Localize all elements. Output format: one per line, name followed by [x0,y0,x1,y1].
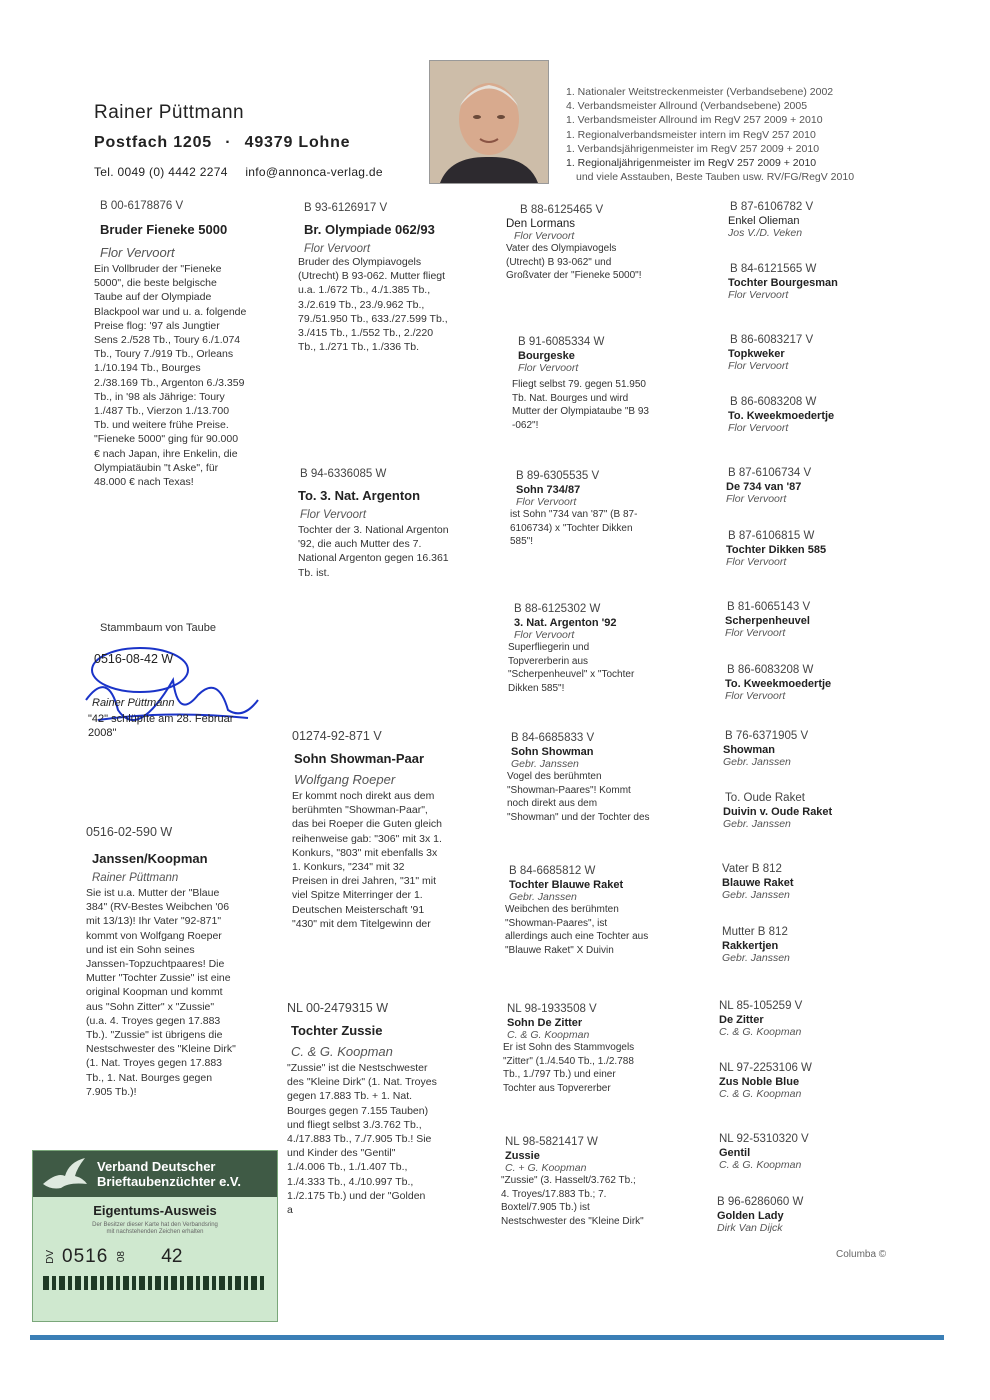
ring-number: 0516-02-590 W [86,825,173,839]
desc-line: noch direkt aus dem [507,798,598,810]
breeder-name: Dirk Van Dijck [717,1222,783,1234]
pedigree-entry [287,1001,477,1217]
pigeon-description [512,378,702,432]
pigeon-name: Br. Olympiade 062/93 [304,222,435,237]
security-pattern [43,1276,267,1290]
owner-phone: Tel. 0049 (0) 4442 2274 [94,165,228,179]
address-postfach: Postfach 1205 [94,134,213,151]
ring-number: B 88-6125302 W [514,603,601,615]
desc-line: Mutter "Tochter Zussie" ist eine [86,972,231,985]
desc-line: kommt von Wolfgang Roeper [86,929,222,942]
achievement-item: und viele Asstauben, Beste Tauben usw. RV/FG/RegV 2010 [576,171,855,184]
subject-owner: Rainer Püttmann [92,697,175,709]
breeder-name: Flor Vervoort [726,556,787,568]
breeder-name: Flor Vervoort [728,360,789,372]
desc-line: 1./487 Tb., Vierzon 1./13.700 [94,405,230,418]
breeder-name: C. & G. Koopman [719,1159,802,1171]
desc-line: Tochter aus Topvererber [503,1082,611,1094]
desc-line: 3./415 Tb., 1./552 Tb., 2./220 [298,327,434,340]
desc-line: -062"! [512,419,539,431]
desc-line: Preise flog: '97 als Jungtier [94,319,220,332]
desc-line: Tb., 1./797 Tb.) und einer [503,1069,616,1081]
desc-line: Topvererberin aus [508,655,589,667]
pedigree-entry [719,1133,899,1171]
breeder-name: Flor Vervoort [100,245,175,260]
pigeon-description [508,641,698,695]
pigeon-name: Blauwe Raket [722,877,794,889]
ring-number: B 88-6125465 V [520,204,604,216]
pedigree-entry [728,263,908,301]
desc-line: Er ist Sohn des Stammvogels [503,1042,635,1053]
pigeon-name: Zussie [505,1150,540,1162]
desc-line: a [287,1204,293,1217]
subject-pigeon-block [78,640,278,750]
pedigree-entry [726,530,906,568]
desc-line: Tb., 1. Nat. Bourges gegen [86,1071,213,1084]
pigeon-name: Gentil [719,1147,751,1159]
desc-line: (u.a. 4. Troyes gegen 17.883 [86,1014,221,1027]
desc-line: Tb. Nat. Bourges und wird [512,392,629,404]
desc-line: Sens 2./528 Tb., Toury 6./1.074 [94,334,241,347]
desc-line: Fliegt selbst 79. gegen 51.950 [512,379,646,390]
ownership-card-header [33,1151,277,1197]
ring-prefix: DV [45,1250,56,1264]
fineprint-line: Der Besitzer dieser Karte hat den Verbandsring [92,1222,218,1228]
desc-line: 79./51.950 Tb., 633./27.599 Tb., [298,312,448,325]
breeder-name: Flor Vervoort [725,690,786,702]
ring-number: NL 00-2479315 W [287,1001,388,1015]
subject-ring-number: 0516-08-42 W [94,652,174,666]
pigeon-name: De 734 van '87 [726,481,802,493]
desc-line: 2./38.169 Tb., Argenton 6./3.359 [94,376,245,389]
desc-line: Konkurs, "803" mit ebenfalls 3x [292,846,438,859]
desc-line: "Scherpenheuvel" x "Tochter [508,669,635,681]
pigeon-description [287,1061,477,1217]
pedigree-entry [510,470,700,549]
pedigree-entry [512,336,702,432]
org-line: Brieftaubenzüchter e.V. [97,1174,242,1189]
desc-line: Preisen in drei Jahren, "31" mit [292,875,437,888]
ring-number: B 76-6371905 V [725,730,809,742]
breeder-name: Flor Vervoort [514,629,575,641]
ring-number: B 93-6126917 V [304,202,388,214]
desc-line: viel Spitze Miterringer der 1. [292,889,423,902]
pigeon-name: Sohn Showman [511,746,594,758]
fineprint-line: mit nachstehenden Zeichen erhalten [106,1229,204,1235]
ring-number: NL 92-5310320 V [719,1133,809,1145]
desc-line: "Blauwe Raket" X Duivin [505,944,614,956]
desc-line: das bei Roeper die Guten gleich [292,818,443,831]
desc-line: Tb. ist. [298,566,330,579]
desc-line: Nestschwester des "Kleine Dirk" [501,1215,644,1227]
breeder-name: C. & G. Koopman [719,1088,802,1100]
pigeon-description [506,242,706,283]
owner-email[interactable]: info@annonca-verlag.de [245,165,383,179]
desc-line: 1./10.194 Tb., Bourges [94,362,201,375]
desc-line: (1. Nat. Troyes gegen 17.883 [86,1057,223,1070]
desc-line: "Fieneke 5000" ging für 90.000 [94,433,239,446]
pigeon-name: Rakkertjen [722,940,779,952]
ring-number: 01274-92-871 V [292,729,382,743]
ring-number: Mutter B 812 [722,926,788,938]
desc-line: 585"! [510,536,534,548]
pigeon-name: Bruder Fieneke 5000 [100,222,228,237]
desc-line: '92, die auch Mutter des 7. [298,538,422,551]
desc-line: 384" (RV-Bestes Weibchen '06 [86,901,230,914]
desc-line: 3./2.619 Tb., 23./9.962 Tb., [298,298,425,311]
pedigree-entry [298,202,488,354]
breeder-name: Flor Vervoort [516,496,577,508]
note-line: 2008" [88,727,117,739]
ring-club-number: 0516 [62,1246,109,1267]
ring-number: B 94-6336085 W [300,468,387,480]
pedigree-entry [725,601,905,639]
pedigree-entry [506,204,706,283]
achievement-item: 1. Nationaler Weitstreckenmeister (Verbandsebene) 2002 [566,86,834,98]
breeder-name: Flor Vervoort [725,627,786,639]
ring-number: NL 97-2253106 W [719,1062,812,1074]
desc-line: berühmten "Showman-Paar", [292,804,428,817]
owner-address [94,134,350,152]
ring-number: B 84-6121565 W [730,263,817,275]
pedigree-entry [719,1000,899,1038]
desc-line: Olympiatäubin "t Aske", für [94,461,219,474]
desc-line: "Zitter" (1./4.540 Tb., 1./2.788 [503,1055,634,1067]
desc-line: reihenweise gab: "306" mit 3x 1. [292,832,442,845]
pigeon-name: Tochter Zussie [291,1023,383,1038]
desc-line: gegen 17.883 Tb. + 1. Nat. [287,1090,413,1103]
ring-number: B 87-6106782 V [730,201,814,213]
pedigree-entry [508,603,698,695]
breeder-name: Flor Vervoort [726,493,787,505]
pedigree-entry [725,664,905,702]
ring-serial: 42 [161,1246,183,1267]
pedigree-entry [728,334,908,372]
pedigree-entry [505,865,700,957]
breeder-name: Gebr. Janssen [723,818,791,830]
desc-line: "Zussie" ist die Nestschwester [287,1062,428,1074]
breeder-name: Flor Vervoort [728,422,789,434]
ring-number: B 81-6065143 V [727,601,811,613]
pedigree-entry [728,201,908,239]
achievement-item: 1. Regionalverbandsmeister intern im RegV 257 2010 [566,128,816,141]
desc-line: Tochter der 3. National Argenton [298,524,449,536]
pigeon-name: Sohn 734/87 [516,484,581,496]
desc-line: Großvater der "Fieneke 5000"! [506,270,642,282]
breeder-name: C. & G. Koopman [291,1044,393,1059]
desc-line: und ist ein Sohn seines [86,943,195,956]
ring-number: NL 98-5821417 W [505,1136,598,1148]
pigeon-description [505,903,700,957]
breeder-name: Gebr. Janssen [509,891,577,903]
breeder-name: C. & G. Koopman [507,1029,590,1041]
pigeon-name: Golden Lady [717,1210,784,1222]
ownership-card-title: Eigentums-Ausweis [93,1203,217,1218]
pedigree-label: Stammbaum von Taube [100,622,216,634]
ring-number: B 84-6685812 W [509,865,596,877]
breeder-name: Rainer Püttmann [92,872,179,884]
pigeon-description [510,508,700,549]
achievement-item: 4. Verbandsmeister Allround (Verbandsebene) 2005 [566,100,808,113]
pigeon-name: Enkel Olieman [728,215,800,227]
breeder-name: Wolfgang Roeper [294,772,396,787]
desc-line: Sie ist u.a. Mutter der "Blaue [86,887,220,899]
ring-number: B 91-6085334 W [518,336,605,348]
ring-number: B 89-6305535 V [516,470,600,482]
desc-line: des "Kleine Dirk" (1. Nat. Troyes [287,1076,437,1089]
breeder-name: C. + G. Koopman [505,1162,587,1174]
pigeon-name: To. Kweekmoedertje [728,410,835,422]
pigeon-description [503,1041,693,1095]
desc-line: "Showman-Paares"! Kommt [507,784,631,796]
desc-line: allerdings auch eine Tochter aus [505,931,649,943]
breeder-name: Flor Vervoort [518,362,579,374]
pedigree-entry [298,468,488,580]
breeder-name: C. & G. Koopman [719,1026,802,1038]
desc-line: Vogel des berühmten [507,771,602,782]
desc-line: National Argenton gegen 16.361 [298,552,449,565]
pigeon-description [501,1174,691,1228]
pigeon-father-entry [292,729,482,931]
desc-line: 1. Konkurs, "234" mit 32 [292,861,405,874]
desc-line: (Utrecht) B 93-062. Mutter fliegt [298,270,446,283]
desc-line: Tb., Toury 7./919 Tb., Orleans [94,348,234,361]
desc-line: Deutschen Meisterschaft '91 [292,903,425,916]
ring-number: B 86-6083208 W [727,664,814,676]
pigeon-description [298,523,488,580]
desc-line: Blackpool war und u. a. folgende [94,305,247,318]
breeder-name: Jos V./D. Veken [728,227,803,239]
pigeon-mother-entry [86,825,276,1099]
ring-number: NL 85-105259 V [719,1000,803,1012]
dove-logo-icon [39,1154,91,1194]
ring-number: B 86-6083208 W [730,396,817,408]
pigeon-description [298,255,488,354]
desc-line: Bourges gegen 7.155 Tauben) [287,1104,429,1117]
pigeon-description [86,886,276,1099]
ring-number: B 87-6106815 W [728,530,815,542]
desc-line: "Zussie" (3. Hasselt/3.762 Tb.; [501,1175,636,1186]
owner-photo [429,60,549,184]
ring-year: 08 [116,1251,128,1263]
desc-line: Ein Vollbruder der "Fieneke [94,263,222,275]
org-line: Verband Deutscher [97,1159,216,1174]
pigeon-name: Sohn De Zitter [507,1017,583,1029]
portrait-image [430,61,548,183]
owner-name: Rainer Püttmann [94,102,245,123]
desc-line: Er kommt noch direkt aus dem [292,790,435,802]
pedigree-entry [723,792,903,830]
desc-line: Tb., in '98 als Jährige: Toury [94,390,225,403]
pedigree-entry [722,926,902,964]
pigeon-name: Bourgeske [518,350,575,362]
desc-line: 6106734) x "Tochter Dikken [510,522,633,534]
ring-number: B 87-6106734 V [728,467,812,479]
note-line: "42" schlüpfte am 28. Februar [88,713,234,725]
organization-name [97,1159,241,1189]
achievements-list [566,85,854,184]
pedigree-entry [722,863,902,901]
pedigree-entry [728,396,908,434]
desc-line: Tb.). "Zussie" ist übrigens die [86,1029,223,1042]
pigeon-name: Den Lormans [506,218,576,230]
desc-line: Tb. und weitere frühe Preise. [94,419,229,432]
achievement-item: 1. Verbandsmeister Allround im RegV 257 2009 + 2010 [566,114,823,127]
ring-number: To. Oude Raket [725,792,805,804]
footer-brand: Columba © [836,1249,887,1260]
desc-line: (Utrecht) B 93-062" und [506,256,612,268]
desc-line: € nach Japan, ihre Enkelin, die [94,447,238,460]
desc-line: Superfliegerin und [508,642,590,653]
pedigree-entry [503,1003,693,1095]
pigeon-name: To. 3. Nat. Argenton [298,488,421,503]
ring-number: Vater B 812 [722,863,782,875]
pedigree-entry [726,467,906,505]
breeder-name: Flor Vervoort [304,243,371,255]
desc-line: 5000", die beste belgische [94,277,217,290]
pigeon-name: Janssen/Koopman [92,851,208,866]
address-city: 49379 Lohne [244,134,351,151]
subject-note [88,712,278,740]
desc-line: Weibchen des berühmten [505,904,619,915]
breeder-name: Gebr. Janssen [722,952,790,964]
desc-line: und Kinder des "Gentil" [287,1147,396,1160]
desc-line: original Koopman und kommt [86,986,223,999]
desc-line: 4./17.883 Tb., 7./7.905 Tb.! Sie [287,1133,432,1146]
ownership-card-fineprint [33,1222,277,1236]
desc-line: und fliegt selbst 3./3.762 Tb., [287,1118,422,1131]
pigeon-name: Tochter Dikken 585 [726,544,827,556]
ring-number: NL 98-1933508 V [507,1003,597,1015]
desc-line: "Showman" und der Tochter des [507,811,650,823]
desc-line: 1./4.333 Tb., 4./10.997 Tb., [287,1175,414,1188]
breeder-name: Gebr. Janssen [723,756,791,768]
desc-line: Nestschwester des "Kleine Dirk" [86,1043,236,1056]
pedigree-entry [723,730,903,768]
breeder-name: Flor Vervoort [300,509,367,521]
pigeon-father-father-entry [94,200,284,489]
owner-contact [94,165,383,179]
pedigree-entry [717,1196,897,1234]
breeder-name: Gebr. Janssen [722,889,790,901]
pigeon-name: Duivin v. Oude Raket [723,806,833,818]
pedigree-entry [507,732,697,824]
desc-line: 1./2.175 Tb.) und der "Golden [287,1189,426,1202]
pigeon-description [507,770,697,824]
desc-line: 48.000 € nach Texas! [94,476,194,489]
desc-line: 7.905 Tb.)! [86,1085,137,1098]
desc-line: Dikken 585"! [508,682,565,694]
desc-line: mit 13/13)! Ihr Vater "92-871" [86,915,222,928]
pigeon-name: Sohn Showman-Paar [294,751,425,766]
desc-line: u.a. 1./672 Tb., 4./1.385 Tb., [298,284,431,297]
breeder-name: Flor Vervoort [728,289,789,301]
desc-line: Bruder des Olympiavogels [298,256,422,268]
ring-number: B 86-6083217 V [730,334,814,346]
pigeon-name: To. Kweekmoedertje [725,678,832,690]
pigeon-name: 3. Nat. Argenton '92 [514,617,617,629]
desc-line: ist Sohn "734 van '87" (B 87- [510,509,638,520]
desc-line: Janssen-Topzuchtpaares! Die [86,958,225,971]
ring-number: B 84-6685833 V [511,732,595,744]
pedigree-entry [719,1062,899,1100]
pigeon-name: Topkweker [728,348,785,360]
achievement-item: 1. Verbandsjährigenmeister im RegV 257 2009 + 2010 [566,142,820,155]
desc-line: 1./4.006 Tb., 1./1.407 Tb., [287,1161,408,1174]
pigeon-description [292,789,482,931]
desc-line: "430" mit dem Titelgewinn der [292,917,431,930]
achievement-item: 1. Regionaljährigenmeister im RegV 257 2009 + 2010 [566,157,817,170]
desc-line: Boxtel/7.905 Tb.) ist [501,1202,590,1214]
pigeon-name: Showman [723,744,775,756]
address-separator: · [225,134,232,151]
breeder-name: Gebr. Janssen [511,758,579,770]
ring-number: B 96-6286060 W [717,1196,804,1208]
pedigree-entry [501,1136,691,1228]
pigeon-name: Scherpenheuvel [725,615,810,627]
desc-line: Mutter der Olympiataube "B 93 [512,406,649,418]
desc-line: aus "Sohn Zitter" x "Zussie" [86,1000,215,1013]
pigeon-name: Zus Noble Blue [719,1076,800,1088]
ring-number: B 00-6178876 V [100,200,184,212]
pigeon-description [94,262,284,489]
breeder-name: Flor Vervoort [514,230,575,242]
ownership-card [32,1150,278,1322]
desc-line: "Showman-Paares", ist [505,917,608,929]
desc-line: Taube auf der Olympiade [94,291,212,304]
bottom-border [30,1335,944,1340]
desc-line: 4. Troyes/17.883 Tb.; 7. [501,1188,607,1200]
desc-line: Tb., 1./271 Tb., 1./336 Tb. [298,341,420,354]
ring-code [33,1246,277,1268]
pigeon-name: De Zitter [719,1014,764,1026]
pigeon-name: Tochter Blauwe Raket [509,879,624,891]
pigeon-name: Tochter Bourgesman [728,277,838,289]
desc-line: Vater des Olympiavogels [506,243,617,254]
